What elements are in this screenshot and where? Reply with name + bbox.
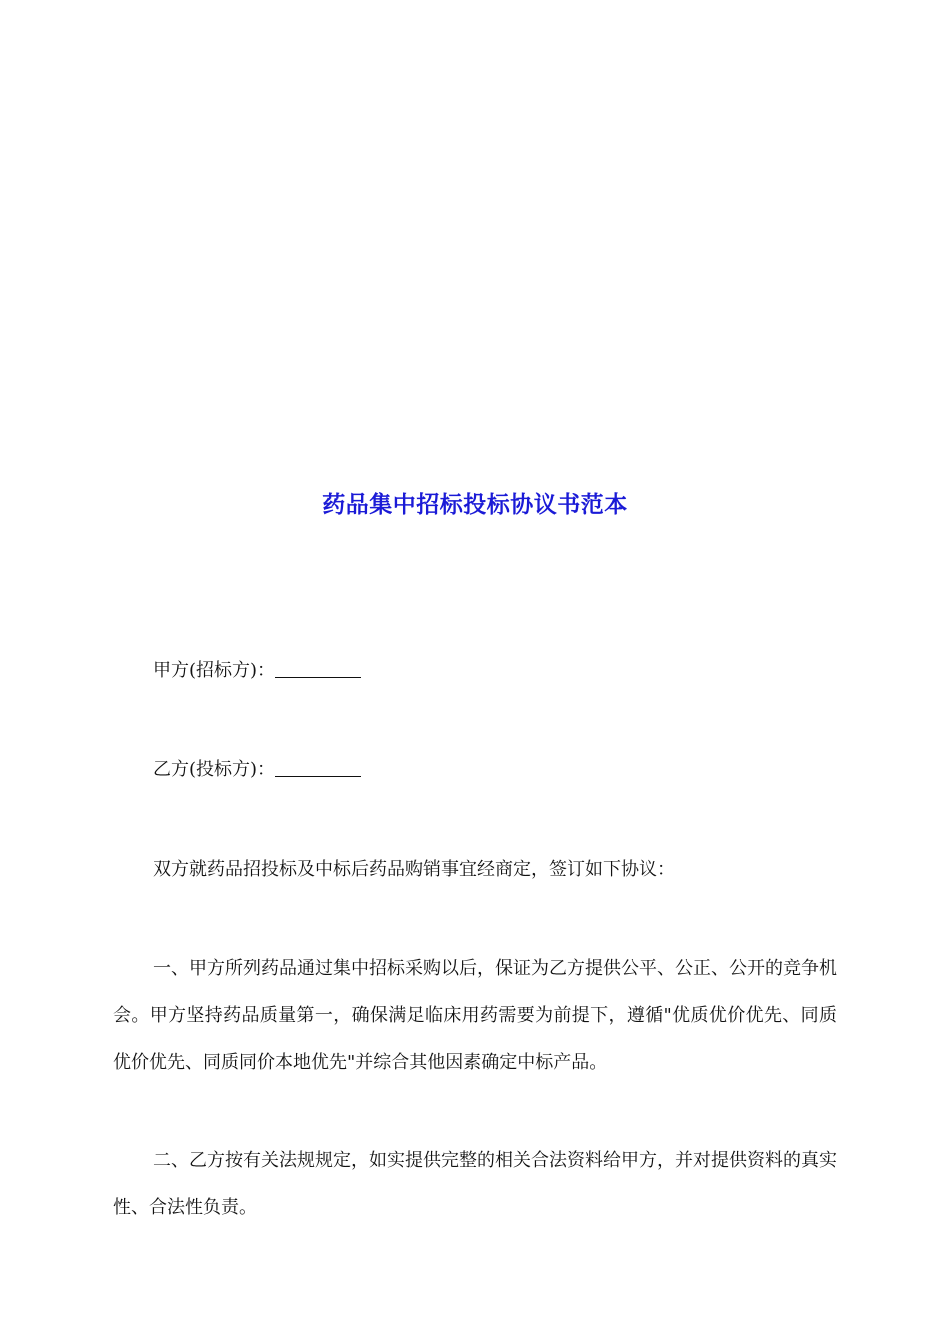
party-a-line xyxy=(113,647,837,694)
document-title: 药品集中招标投标协议书范本 xyxy=(322,491,628,518)
intro-paragraph: 双方就药品招投标及中标后药品购销事宜经商定，签订如下协议： xyxy=(153,859,675,880)
clause-2-paragraph: 二、乙方按有关法规规定，如实提供完整的相关合法资料给甲方，并对提供资料的真实性、合法性负责。 xyxy=(113,1150,837,1218)
party-a-label: 甲方(招标方)： xyxy=(153,660,276,681)
party-a-blank[interactable] xyxy=(275,661,361,678)
clause-1-paragraph: 一、甲方所列药品通过集中招标采购以后，保证为乙方提供公平、公正、公开的竞争机会。甲方坚持药品质量第一，确保满足临床用药需要为前提下，遵循"优质优价优先、同质优价优先、同质同价本地优先"并综合其他因素确定中标产品。 xyxy=(113,958,837,1073)
party-b-label: 乙方(投标方)： xyxy=(153,759,276,780)
party-b-blank[interactable] xyxy=(275,760,361,777)
party-b-line xyxy=(113,746,837,793)
